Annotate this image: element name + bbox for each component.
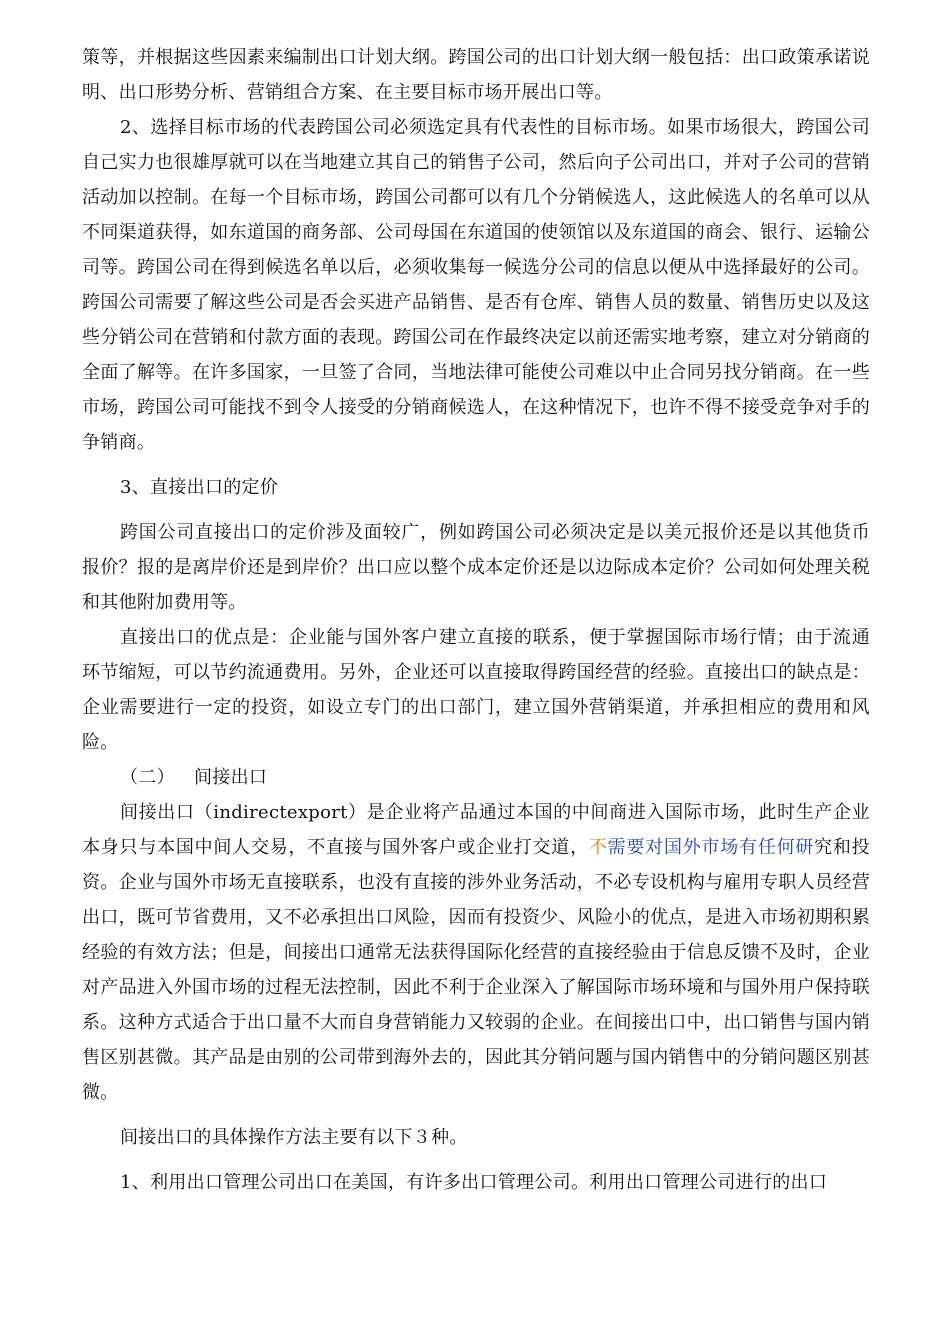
heading-number: （二） [120, 767, 175, 788]
indirect-export-text-a: 间接出口（indirectexport）是企业将产品通过本国的中间商进入国际市场，此时生产企业本身只与本国中间人交易，不直接与国外客户或企业打交道， [82, 802, 870, 858]
heading-indirect-export [82, 760, 870, 795]
paragraph-export-management-company: 1、利用出口管理公司出口在美国，有许多出口管理公司。利用出口管理公司进行的出口 [120, 1172, 828, 1193]
highlight-blue-text: 需要对国外市场有任何研 [607, 837, 815, 858]
heading-direct-export-pricing: 3、直接出口的定价 [120, 477, 279, 498]
paragraph-indirect-export [82, 795, 870, 1110]
document-page [82, 40, 870, 1200]
paragraph-export-outline: 策等，并根据这些因素来编制出口计划大纲。跨国公司的出口计划大纲一般包括：出口政策承诺说明、出口形势分析、营销组合方案、在主要目标市场开展出口等。 [82, 47, 870, 103]
paragraph-indirect-export-methods: 间接出口的具体操作方法主要有以下３种。 [120, 1127, 468, 1148]
highlight-orange-text: 不 [588, 837, 608, 858]
paragraph-select-target-market: 2、选择目标市场的代表跨国公司必须选定具有代表性的目标市场。如果市场很大，跨国公司自己实力也很雄厚就可以在当地建立其自己的销售子公司，然后向子公司出口，并对子公司的营销活动加以控制。在每一个目标市场，跨国公司都可以有几个分销候选人，这此候选人的名单可以从不同渠道获得，如东道国的商务部、公司母国在东道国的使领馆以及东道国的商会、银行、运输公司等。跨国公司在得到候选名单以后，必须收集每一候选分公司的信息以便从中选择最好的公司。跨国公司需要了解这些公司是否会买进产品销售、是否有仓库、销售人员的数量、销售历史以及这些分销公司在营销和付款方面的表现。跨国公司在作最终决定以前还需实地考察，建立对分销商的全面了解等。在许多国家，一旦签了合同，当地法律可能使公司难以中止合同另找分销商。在一些市场，跨国公司可能找不到令人接受的分销商候选人，在这种情况下，也许不得不接受竞争对手的争销商。 [82, 117, 870, 453]
indirect-export-text-b: 究和投资。企业与国外市场无直接联系，也没有直接的涉外业务活动，不必专设机构与雇用专职人员经营出口，既可节省费用，又不必承担出口风险，因而有投资少、风险小的优点，是进入市场初期积累经验的有效方法；但是，间接出口通常无法获得国际化经营的直接经验由于信息反馈不及时，企业对产品进入外国市场的过程无法控制，因此不利于企业深入了解国际市场环境和与国外用户保持联系。这种方式适合于出口量不大而自身营销能力又较弱的企业。在间接出口中，出口销售与国内销售区别甚微。其产品是由别的公司带到海外去的，因此其分销问题与国内销售中的分销问题区别甚微。 [82, 837, 870, 1103]
paragraph-direct-export-pricing: 跨国公司直接出口的定价涉及面较广，例如跨国公司必须决定是以美元报价还是以其他货币报价？报的是离岸价还是到岸价？出口应以整个成本定价还是以边际成本定价？公司如何处理关税和其他附加费用等。 [82, 522, 870, 613]
heading-text: 间接出口 [194, 767, 268, 788]
paragraph-direct-export-pros-cons: 直接出口的优点是：企业能与国外客户建立直接的联系，便于掌握国际市场行情；由于流通环节缩短，可以节约流通费用。另外，企业还可以直接取得跨国经营的经验。直接出口的缺点是：企业需要进行一定的投资，如设立专门的出口部门，建立国外营销渠道，并承担相应的费用和风险。 [82, 627, 870, 753]
